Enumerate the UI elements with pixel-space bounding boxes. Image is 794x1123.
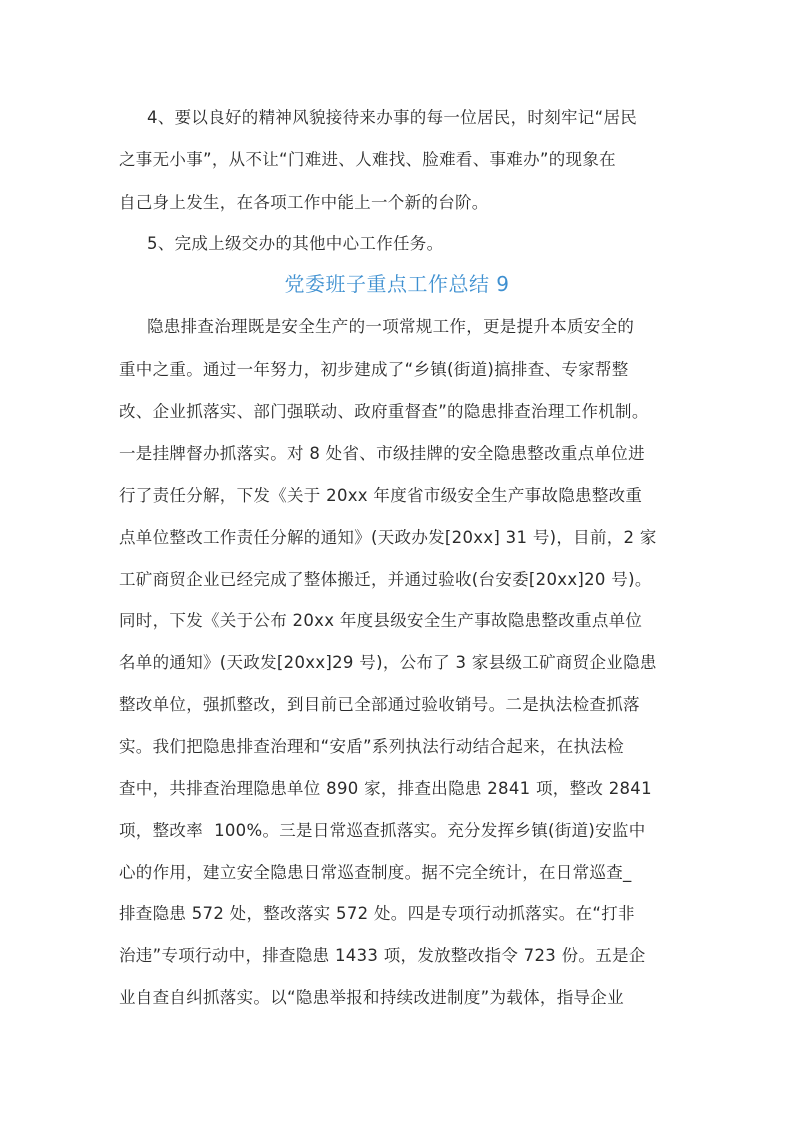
paragraph-5-line-1: 5、完成上级交办的其他中心工作任务。 xyxy=(147,234,444,253)
body-line-8: 同时，下发《关于公布 20xx 年度县级安全生产事故隐患整改重点单位 xyxy=(119,611,643,630)
body-line-16: 治违”专项行动中，排查隐患 1433 项，发放整改指令 723 份。五是企 xyxy=(119,946,646,965)
body-line-11: 实。我们把隐患排查治理和“安盾”系列执法行动结合起来，在执法检 xyxy=(119,737,624,756)
paragraph-4-line-2: 之事无小事”，从不让“门难进、人难找、脸难看、事难办”的现象在 xyxy=(119,150,616,169)
body-line-9: 名单的通知》(天政发[20xx]29 号)，公布了 3 家县级工矿商贸企业隐患 xyxy=(119,653,657,672)
body-line-14: 心的作用，建立安全隐患日常巡查制度。据不完全统计，在日常巡查_ xyxy=(119,863,632,882)
body-line-5: 行了责任分解，下发《关于 20xx 年度省市级安全生产事故隐患整改重 xyxy=(119,486,643,505)
body-line-15: 排查隐患 572 处，整改落实 572 处。四是专项行动抓落实。在“打非 xyxy=(119,904,635,923)
body-line-10: 整改单位，强抓整改，到目前已全部通过验收销号。二是执法检查抓落 xyxy=(119,695,640,714)
body-line-17: 业自查自纠抓落实。以“隐患举报和持续改进制度”为载体，指导企业 xyxy=(119,988,624,1007)
body-line-1: 隐患排查治理既是安全生产的一项常规工作，更是提升本质安全的 xyxy=(147,317,635,336)
paragraph-4-line-3: 自己身上发生，在各项工作中能上一个新的台阶。 xyxy=(119,193,489,212)
body-line-6: 点单位整改工作责任分解的通知》(天政办发[20xx] 31 号)，目前，2 家 xyxy=(119,528,657,547)
body-line-12: 查中，共排查治理隐患单位 890 家，排查出隐患 2841 项，整改 2841 xyxy=(119,779,652,798)
body-line-3: 改、企业抓落实、部门强联动、政府重督查”的隐患排查治理工作机制。 xyxy=(119,402,649,421)
body-line-2: 重中之重。通过一年努力，初步建成了“乡镇(街道)搞排查、专家帮整 xyxy=(119,360,629,379)
body-line-7: 工矿商贸企业已经完成了整体搬迁，并通过验收(台安委[20xx]20 号)。 xyxy=(119,570,652,589)
section-title: 党委班子重点工作总结 9 xyxy=(284,272,510,296)
body-line-13: 项，整改率 100%。三是日常巡查抓落实。充分发挥乡镇(街道)安监中 xyxy=(119,821,646,840)
body-line-4: 一是挂牌督办抓落实。对 8 处省、市级挂牌的安全隐患整改重点单位进 xyxy=(119,444,645,463)
paragraph-4-line-1: 4、要以良好的精神风貌接待来办事的每一位居民，时刻牢记“居民 xyxy=(147,108,638,127)
